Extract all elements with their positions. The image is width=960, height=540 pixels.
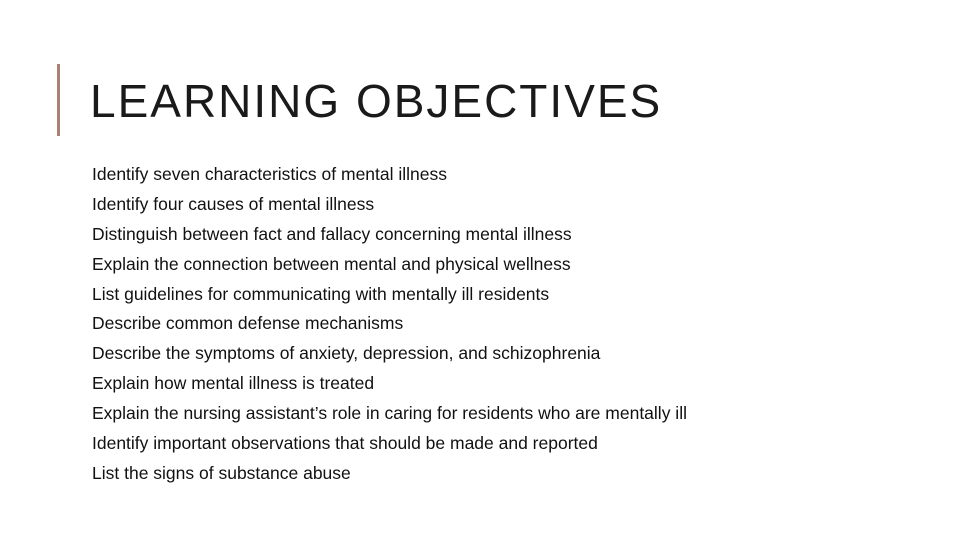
objective-item: Explain how mental illness is treated	[92, 373, 375, 394]
objective-item: Explain the nursing assistant’s role in caring for residents who are mentally ill	[92, 403, 687, 424]
objectives-list	[92, 160, 687, 489]
slide-title: LEARNING OBJECTIVES	[90, 75, 663, 127]
objective-item: Distinguish between fact and fallacy concerning mental illness	[92, 223, 572, 244]
objective-item: Describe common defense mechanisms	[92, 313, 404, 334]
objective-item: List guidelines for communicating with mentally ill residents	[92, 283, 550, 304]
objective-item: Explain the connection between mental and physical wellness	[92, 253, 571, 274]
objective-item: List the signs of substance abuse	[92, 462, 351, 483]
objective-item: Identify seven characteristics of mental illness	[92, 164, 448, 184]
title-accent-bar	[57, 64, 60, 136]
objective-item: Identify four causes of mental illness	[92, 193, 375, 214]
objective-item: Identify important observations that should be made and reported	[92, 433, 598, 454]
objective-item: Describe the symptoms of anxiety, depression, and schizophrenia	[92, 343, 601, 364]
